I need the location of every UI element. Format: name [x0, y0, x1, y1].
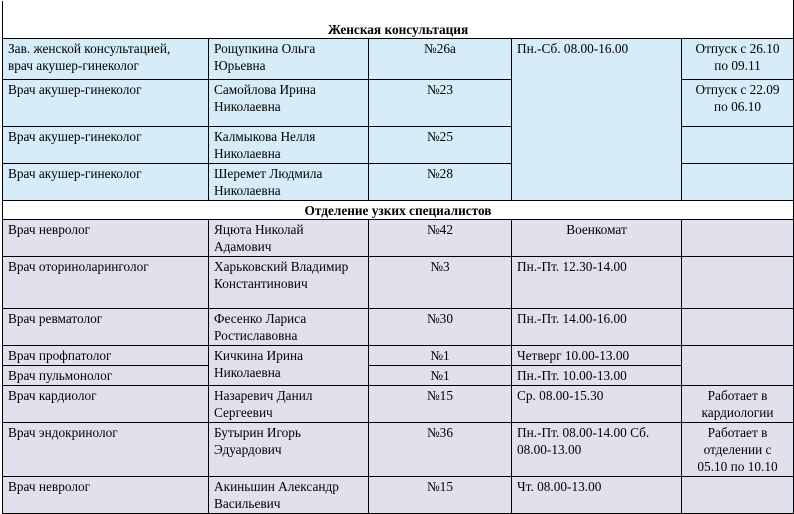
note-cell: Отпуск с 22.09 по 06.10: [682, 80, 794, 127]
name-cell: Кичкина Ирина Николаевна: [209, 346, 369, 386]
room-cell: №15: [369, 386, 512, 423]
schedule-table: [2, 0, 794, 514]
table-row: [3, 366, 794, 386]
schedule-cell: Пн.-Пт. 12.30-14.00: [512, 257, 682, 309]
position-cell: Врач кардиолог: [3, 386, 209, 423]
schedule-cell: Военкомат: [512, 220, 682, 257]
section-title-womens: Женская консультация: [3, 1, 794, 39]
name-cell: Яцюта Николай Адамович: [209, 220, 369, 257]
name-cell: Калмыкова Нелля Николаевна: [209, 127, 369, 164]
position-cell: Зав. женской консультацией, врач акушер-гинеколог: [3, 39, 209, 80]
table-row: [3, 477, 794, 514]
table-row: [3, 346, 794, 366]
schedule-cell: Пн.-Пт. 10.00-13.00: [512, 366, 682, 386]
room-cell: №36: [369, 423, 512, 477]
room-cell: №28: [369, 164, 512, 201]
table-row: [3, 423, 794, 477]
note-cell: [682, 257, 794, 309]
position-cell: Врач акушер-гинеколог: [3, 127, 209, 164]
position-cell: Врач невролог: [3, 477, 209, 514]
schedule-cell: Пн.-Пт. 08.00-14.00 Сб. 08.00-13.00: [512, 423, 682, 477]
note-cell: Работает в отделении с 05.10 по 10.10: [682, 423, 794, 477]
name-cell: Бутырин Игорь Эдуардович: [209, 423, 369, 477]
section-title-specialists: Отделение узких специалистов: [3, 201, 794, 220]
note-cell: [682, 309, 794, 346]
name-cell: Самойлова Ирина Николаевна: [209, 80, 369, 127]
room-cell: №23: [369, 80, 512, 127]
name-cell: Харьковский Владимир Константинович: [209, 257, 369, 309]
schedule-cell: Чт. 08.00-13.00: [512, 477, 682, 514]
name-cell: Рощупкина Ольга Юрьевна: [209, 39, 369, 80]
room-cell: №26а: [369, 39, 512, 80]
table-row: [3, 39, 794, 80]
name-cell: Назаревич Данил Сергеевич: [209, 386, 369, 423]
position-cell: Врач ревматолог: [3, 309, 209, 346]
name-cell: Акиньшин Александр Васильевич: [209, 477, 369, 514]
position-cell: Врач профпатолог: [3, 346, 209, 366]
note-cell: Отпуск с 26.10 по 09.11: [682, 39, 794, 80]
note-cell: [682, 127, 794, 164]
position-cell: Врач невролог: [3, 220, 209, 257]
position-cell: Врач оториноларинголог: [3, 257, 209, 309]
room-cell: №15: [369, 477, 512, 514]
schedule-cell: Четверг 10.00-13.00: [512, 346, 682, 366]
name-cell: Фесенко Лариса Ростиславовна: [209, 309, 369, 346]
name-cell: Шеремет Людмила Николаевна: [209, 164, 369, 201]
room-cell: №1: [369, 346, 512, 366]
note-cell: [682, 346, 794, 386]
section-header-row: [3, 201, 794, 220]
note-cell: [682, 164, 794, 201]
table-row: [3, 386, 794, 423]
table-row: [3, 220, 794, 257]
schedule-cell-shared: Пн.-Сб. 08.00-16.00: [512, 39, 682, 201]
table-row: [3, 309, 794, 346]
room-cell: №30: [369, 309, 512, 346]
room-cell: №1: [369, 366, 512, 386]
position-cell: Врач акушер-гинеколог: [3, 80, 209, 127]
room-cell: №25: [369, 127, 512, 164]
position-cell: Врач пульмонолог: [3, 366, 209, 386]
schedule-cell: Ср. 08.00-15.30: [512, 386, 682, 423]
note-cell: Работает в кардиологии: [682, 386, 794, 423]
note-cell: [682, 220, 794, 257]
room-cell: №42: [369, 220, 512, 257]
table-row: [3, 257, 794, 309]
room-cell: №3: [369, 257, 512, 309]
position-cell: Врач эндокринолог: [3, 423, 209, 477]
position-cell: Врач акушер-гинеколог: [3, 164, 209, 201]
section-header-row: [3, 1, 794, 39]
schedule-cell: Пн.-Пт. 14.00-16.00: [512, 309, 682, 346]
note-cell: [682, 477, 794, 514]
